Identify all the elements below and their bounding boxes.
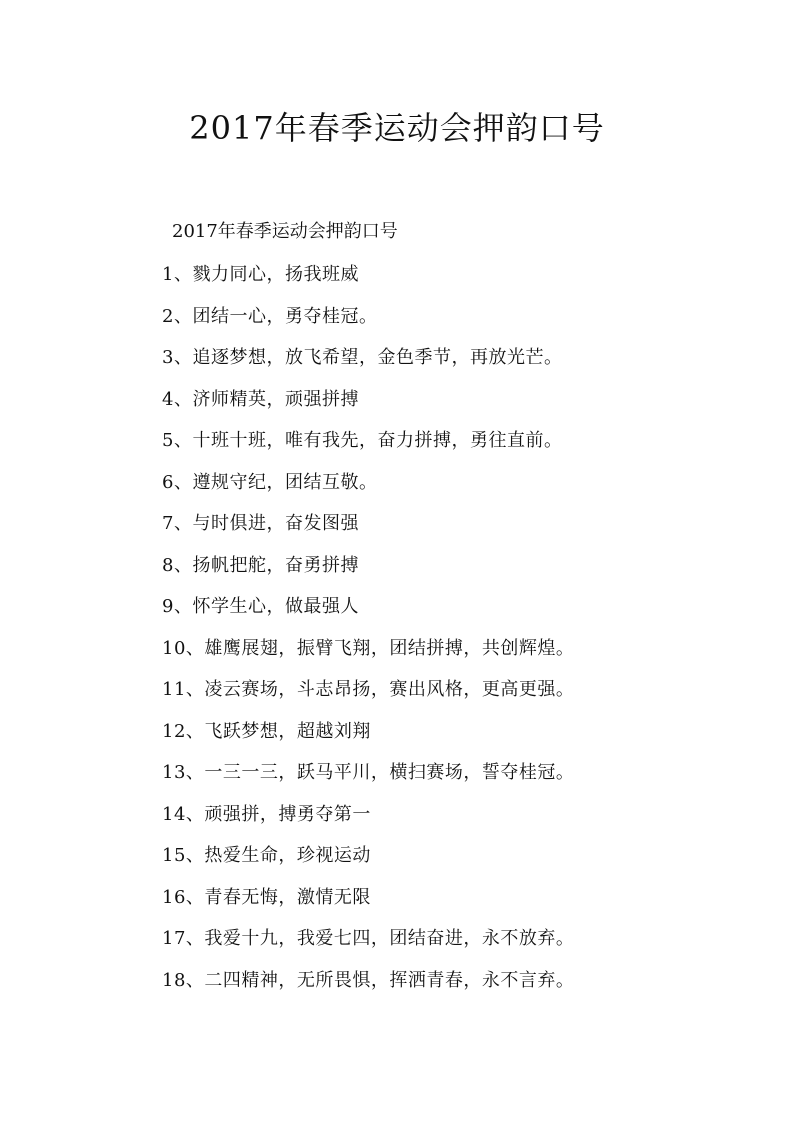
list-item [162, 718, 574, 760]
slogan-text: 团结一心，勇夺桂冠。 [192, 305, 378, 327]
slogan-text: 飞跃梦想，超越刘翔 [204, 720, 371, 742]
slogan-text: 扬帆把舵，奋勇拼搏 [192, 554, 359, 576]
slogan-number: 2 [162, 305, 174, 327]
list-item [162, 469, 574, 511]
slogan-number: 5 [162, 430, 174, 451]
list-item [162, 261, 574, 303]
slogan-separator: 、 [185, 886, 205, 908]
slogan-separator: 、 [185, 720, 205, 742]
slogan-number: 11 [162, 679, 186, 700]
slogan-number: 8 [162, 554, 174, 576]
slogan-number: 3 [162, 347, 174, 368]
slogan-text: 与时俱进，奋发图强 [192, 513, 359, 534]
slogan-separator: 、 [185, 969, 205, 991]
document-subtitle: 2017年春季运动会押韵口号 [172, 221, 398, 242]
list-item [162, 344, 574, 386]
slogan-text: 青春无悔，激情无限 [204, 886, 371, 908]
slogan-number: 16 [162, 886, 186, 908]
slogan-text: 一三一三，跃马平川，横扫赛场，誓夺桂冠。 [204, 762, 575, 783]
slogan-text: 戮力同心，扬我班威 [192, 264, 359, 285]
slogan-number: 7 [162, 513, 174, 534]
slogan-text: 十班十班，唯有我先，奋力拼搏，勇往直前。 [192, 430, 563, 451]
slogan-number: 9 [162, 596, 174, 617]
slogan-separator: 、 [173, 554, 193, 576]
slogan-text: 热爱生命，珍视运动 [204, 845, 371, 866]
slogan-separator: 、 [173, 596, 193, 617]
list-item [162, 759, 574, 801]
slogan-number: 10 [162, 637, 186, 659]
list-item [162, 801, 574, 843]
slogan-list [162, 261, 574, 1008]
slogan-separator: 、 [173, 430, 193, 451]
slogan-number: 4 [162, 388, 174, 410]
list-item [162, 593, 574, 635]
slogan-number: 12 [162, 720, 186, 742]
slogan-separator: 、 [173, 513, 193, 534]
slogan-separator: 、 [185, 928, 205, 949]
slogan-separator: 、 [173, 305, 193, 327]
slogan-separator: 、 [173, 388, 193, 410]
slogan-separator: 、 [185, 679, 205, 700]
slogan-separator: 、 [185, 803, 205, 825]
slogan-text: 怀学生心，做最强人 [192, 596, 359, 617]
list-item [162, 386, 574, 428]
slogan-text: 二四精神，无所畏惧，挥洒青春，永不言弃。 [204, 969, 575, 991]
slogan-number: 15 [162, 845, 186, 866]
slogan-separator: 、 [173, 471, 193, 493]
slogan-number: 1 [162, 264, 174, 285]
list-item [162, 884, 574, 926]
list-item [162, 427, 574, 469]
slogan-text: 追逐梦想，放飞希望，金色季节，再放光芒。 [192, 347, 563, 368]
slogan-text: 顽强拼，搏勇夺第一 [204, 803, 371, 825]
list-item [162, 510, 574, 552]
slogan-text: 我爱十九，我爱七四，团结奋进，永不放弃。 [204, 928, 575, 949]
list-item [162, 842, 574, 884]
list-item [162, 676, 574, 718]
slogan-number: 14 [162, 803, 186, 825]
slogan-separator: 、 [185, 845, 205, 866]
slogan-number: 13 [162, 762, 186, 783]
list-item [162, 635, 574, 677]
list-item [162, 967, 574, 1009]
list-item [162, 552, 574, 594]
slogan-separator: 、 [173, 347, 193, 368]
slogan-separator: 、 [185, 762, 205, 783]
slogan-text: 雄鹰展翅，振臂飞翔，团结拼搏，共创辉煌。 [204, 637, 575, 659]
slogan-text: 济师精英，顽强拼搏 [192, 388, 359, 410]
list-item [162, 303, 574, 345]
slogan-text: 凌云赛场，斗志昂扬，赛出风格，更高更强。 [204, 679, 575, 700]
slogan-text: 遵规守纪，团结互敬。 [192, 471, 378, 493]
slogan-separator: 、 [185, 637, 205, 659]
list-item [162, 925, 574, 967]
page-title: 2017年春季运动会押韵口号 [189, 109, 605, 147]
slogan-separator: 、 [173, 264, 193, 285]
slogan-number: 18 [162, 969, 186, 991]
slogan-number: 17 [162, 928, 186, 949]
slogan-number: 6 [162, 471, 174, 493]
